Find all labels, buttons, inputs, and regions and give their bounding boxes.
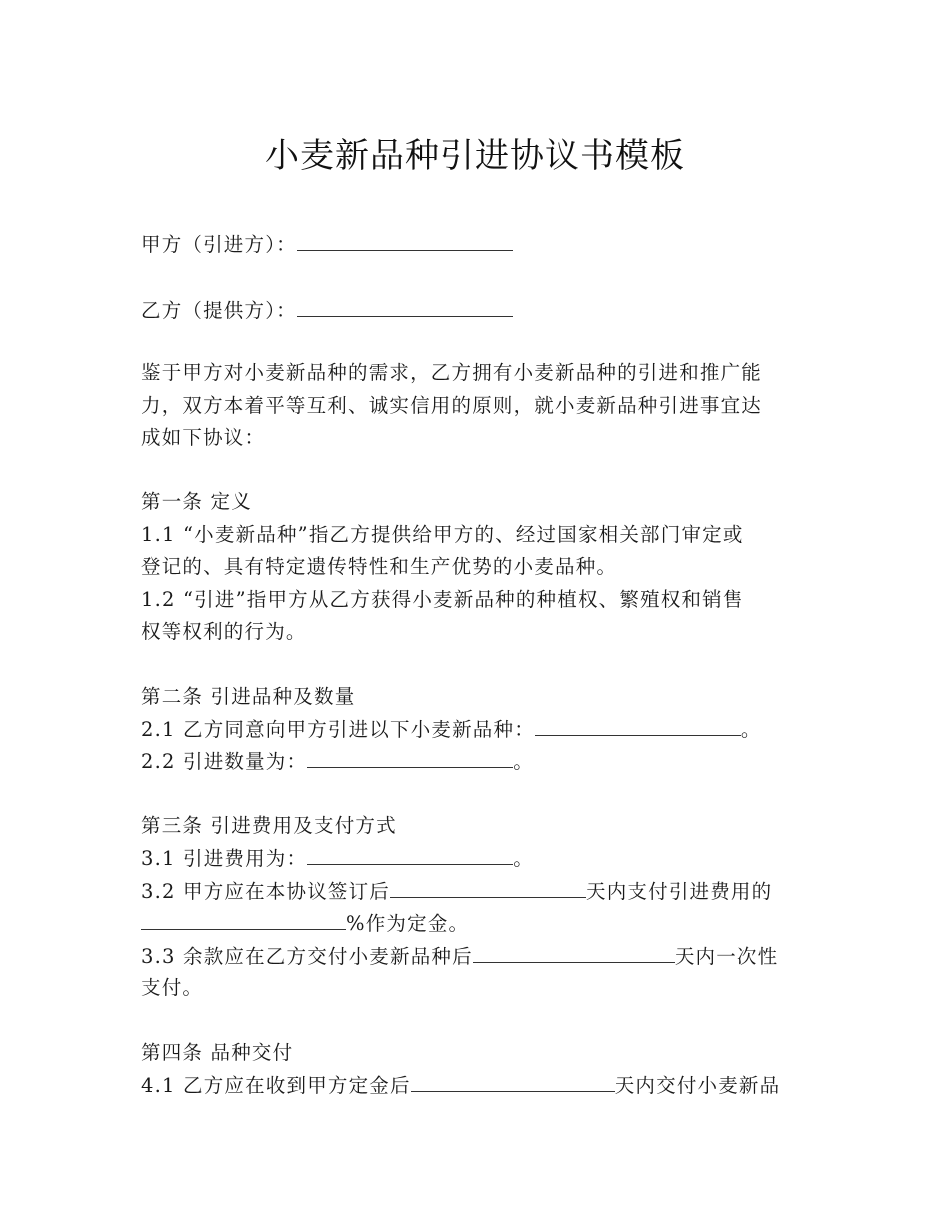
payment-days-blank[interactable] xyxy=(390,875,586,898)
clause-2-1-text: 2.1 乙方同意向甲方引进以下小麦新品种： xyxy=(141,718,535,741)
preamble-line: 力，双方本着平等互利、诚实信用的原则，就小麦新品种引进事宜达 xyxy=(141,394,763,417)
clause-4-1-text: 4.1 乙方应在收到甲方定金后 xyxy=(141,1074,411,1097)
clause-3-3-text: 3.3 余款应在乙方交付小麦新品种后 xyxy=(141,945,473,968)
clause-3-2 xyxy=(141,875,821,908)
party-b-label: 乙方（提供方）： xyxy=(141,299,297,322)
fee-blank[interactable] xyxy=(307,842,513,865)
article-1-heading: 第一条 定义 xyxy=(141,490,252,513)
article-1-line: 权等权利的行为。 xyxy=(141,620,307,643)
clause-3-1-end: 。 xyxy=(513,847,534,870)
clause-3-2-cont-text: %作为定金。 xyxy=(346,912,470,935)
variety-blank[interactable] xyxy=(535,713,741,736)
preamble-line: 成如下协议： xyxy=(141,426,266,449)
party-a-blank[interactable] xyxy=(297,228,513,251)
clause-3-3 xyxy=(141,940,821,973)
document-title: 小麦新品种引进协议书模板 xyxy=(265,136,685,176)
balance-days-blank[interactable] xyxy=(473,940,675,963)
clause-2-2-end: 。 xyxy=(513,750,534,773)
article-4-heading: 第四条 品种交付 xyxy=(141,1041,294,1064)
clause-3-2-text: 3.2 甲方应在本协议签订后 xyxy=(141,880,391,903)
clause-2-1 xyxy=(141,713,821,746)
clause-3-3-text-end: 天内一次性 xyxy=(674,945,779,968)
party-b-line xyxy=(141,294,821,327)
article-1-line: 登记的、具有特定遗传特性和生产优势的小麦品种。 xyxy=(141,555,618,578)
quantity-blank[interactable] xyxy=(307,745,513,768)
preamble-line: 鉴于甲方对小麦新品种的需求，乙方拥有小麦新品种的引进和推广能 xyxy=(141,361,763,384)
clause-4-1-text-end: 天内交付小麦新品 xyxy=(614,1074,781,1097)
article-3-heading: 第三条 引进费用及支付方式 xyxy=(141,814,397,837)
article-1-line: 1.1 “小麦新品种”指乙方提供给甲方的、经过国家相关部门审定或 xyxy=(141,523,744,546)
article-1-line: 1.2 “引进”指甲方从乙方获得小麦新品种的种植权、繁殖权和销售 xyxy=(141,588,744,611)
clause-3-3-cont: 支付。 xyxy=(141,976,204,999)
party-a-line xyxy=(141,228,821,261)
party-a-label: 甲方（引进方）： xyxy=(141,233,297,256)
article-2-heading: 第二条 引进品种及数量 xyxy=(141,685,356,708)
clause-4-1 xyxy=(141,1069,821,1102)
party-b-blank[interactable] xyxy=(297,294,513,317)
clause-3-1 xyxy=(141,842,821,875)
clause-3-1-text: 3.1 引进费用为： xyxy=(141,847,308,870)
clause-2-2-text: 2.2 引进数量为： xyxy=(141,750,308,773)
clause-3-2-text-end: 天内支付引进费用的 xyxy=(586,880,773,903)
delivery-days-blank[interactable] xyxy=(411,1069,615,1092)
deposit-percent-blank[interactable] xyxy=(141,907,346,930)
clause-2-2 xyxy=(141,745,821,778)
clause-2-1-end: 。 xyxy=(740,718,762,741)
clause-3-2-cont xyxy=(141,907,821,940)
